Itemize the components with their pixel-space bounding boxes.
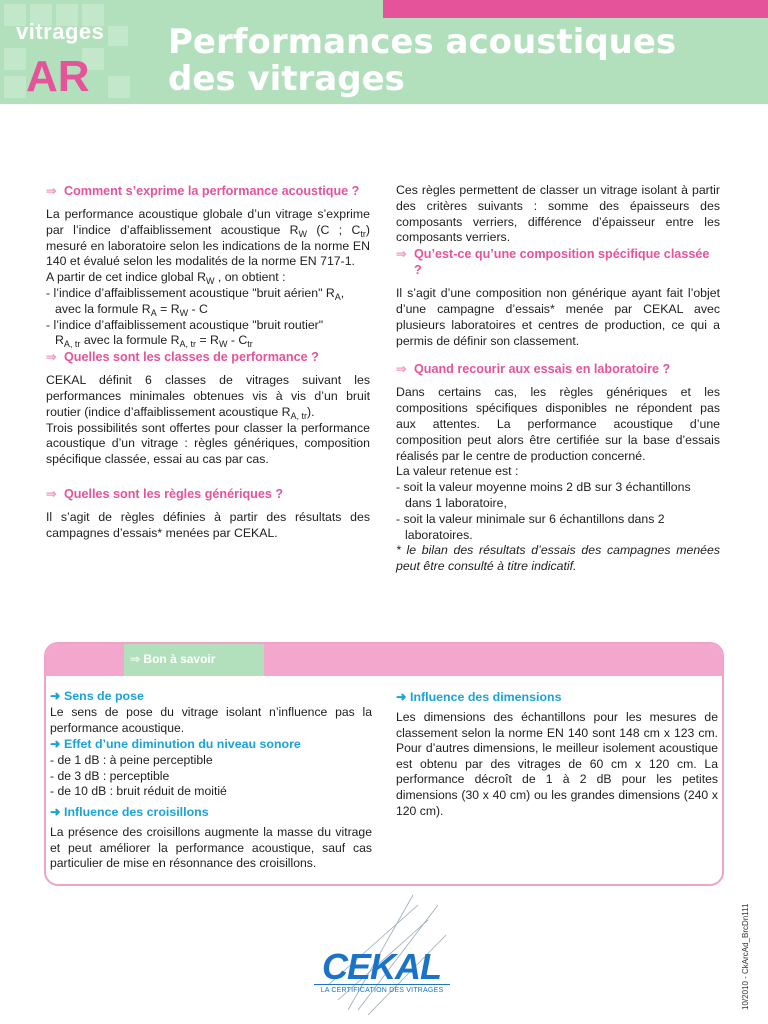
arrow-icon: ⇒ <box>396 362 407 377</box>
list-item: - soit la valeur minimale sur 6 échantillons dans 2 laboratoires. <box>396 511 665 542</box>
question-heading: ⇒ Quelles sont les classes de performance ? <box>46 350 319 365</box>
paragraph: La valeur retenue est : <box>396 464 519 479</box>
info-heading: ➜ Sens de pose <box>50 689 144 703</box>
info-box-title: Bon à savoir <box>143 652 216 666</box>
list-item: - de 10 dB : bruit réduit de moitié <box>50 784 227 799</box>
arrow-icon: ⇒ <box>396 247 407 262</box>
arrow-icon: ➜ <box>50 689 61 703</box>
arrow-icon: ➜ <box>50 737 61 752</box>
paragraph: Les dimensions des échantillons pour les mesures de classement selon la norme EN 140 sont 148 cm x 123 cm. Pour d’autres dimensions, le meilleur isolement acoustique est obtenu par des vitrages de 60 cm x 120 cm. La performance décroît de 1 à 2 dB pour les petites dimensions (30 x 40 cm) ou les grandes dimensions (240 x 120 cm). <box>396 710 718 818</box>
paragraph: Il s’agit de règles définies à partir des résultats des campagnes d’essais* menées par CEKAL. <box>46 509 370 540</box>
question-heading: ⇒ Comment s’exprime la performance acoustique ? <box>46 184 360 198</box>
list-item-continued: $R_{A, tr}$ avec la formule $R_{A, tr} = R_W - C_{tr}$ <box>55 333 253 350</box>
question-heading: ⇒ Qu’est-ce qu’une composition spécifique classée ? <box>396 247 710 278</box>
paragraph: Ces règles permettent de classer un vitrage isolant à partir des critères suivants : somme des épaisseurs des composants verriers, différence d’épaisseur entre les composants verriers. <box>396 183 720 245</box>
header-banner <box>0 0 768 104</box>
arrow-icon: ⇒ <box>46 184 57 198</box>
arrow-icon: ⇒ <box>46 350 57 365</box>
paragraph: Le sens de pose du vitrage isolant n’influence pas la performance acoustique. <box>50 705 372 735</box>
paragraph: Trois possibilités sont offertes pour classer la performance acoustique d’un vitrage : règles génériques, composition spécifique classée, essai au cas par cas. <box>46 420 370 467</box>
list-item-continued: avec la formule $R_A = R_W - C$ <box>55 301 208 318</box>
paragraph: A partir de cet indice global $R_W$ , on obtient : <box>46 270 286 287</box>
paragraph: Dans certains cas, les règles génériques et les compositions spécifiques disponibles ne répondent pas aux attentes. La performance acoustique d’une composition peut alors être certifiée sur la base d’essais réalisés par le centre de production concerné. <box>396 385 720 463</box>
arrow-icon: ⇒ <box>46 486 57 501</box>
title-line-2: des vitrages <box>168 59 405 99</box>
info-box <box>44 642 724 886</box>
left-column <box>46 183 370 542</box>
right-column <box>396 183 720 575</box>
document-reference: 10/2010 - CkArcAd_BrcDn111 <box>741 903 750 1010</box>
footnote: * le bilan des résultats d’essais des campagnes menées peut être consulté à titre indicatif. <box>396 543 720 574</box>
cekal-logo-subtitle: LA CERTIFICATION DES VITRAGES <box>314 984 450 994</box>
paragraph: La présence des croisillons augmente la masse du vitrage et peut améliorer la performance acoustique, sauf cas particulier de mise en résonnance des croisillons. <box>50 824 372 871</box>
paragraph: La performance acoustique globale d’un vitrage s’exprime par l’indice d’affaiblissement acoustique $R_W$ (C ; $C_{tr}$) mesuré en laboratoire selon les indications de la norme EN 140 et évalué selon les modalités de la norme EN 717-1. <box>46 207 370 269</box>
question-heading: ⇒ Quand recourir aux essais en laboratoire ? <box>396 362 671 377</box>
list-item: - l’indice d’affaiblissement acoustique "bruit aérien" $R_A$, <box>46 285 345 302</box>
page-title <box>168 24 676 98</box>
paragraph: CEKAL définit 6 classes de vitrages suivant les performances minimales obtenues vis à vis d’un bruit routier (indice d’affaiblissement acoustique $R_{A, tr}$). <box>46 373 370 421</box>
info-box-right-column <box>396 689 718 819</box>
arrow-icon: ⇒ <box>130 652 141 666</box>
info-heading: ➜ Influence des dimensions <box>396 690 562 704</box>
info-box-tag <box>124 644 264 676</box>
paragraph: Il s’agit d’une composition non générique ayant fait l’objet d’une campagne d’essais* menée par CEKAL avec plusieurs laboratoires et centres de production, ce qui a permis de définir son classement. <box>396 286 720 348</box>
list-item: - l’indice d’affaiblissement acoustique "bruit routier" <box>46 317 324 332</box>
list-item: - soit la valeur moyenne moins 2 dB sur 3 échantillons dans 1 laboratoire, <box>396 480 691 510</box>
arrow-icon: ➜ <box>50 804 61 819</box>
category-label: vitrages <box>16 19 105 44</box>
header-pink-bar <box>383 0 768 18</box>
cekal-logo: CEKAL <box>322 946 441 987</box>
info-heading: ➜ Effet d’une diminution du niveau sonore <box>50 737 301 752</box>
question-heading: ⇒ Quelles sont les règles génériques ? <box>46 486 284 501</box>
list-item: - de 3 dB : perceptible <box>50 768 170 783</box>
category-code: AR <box>26 52 90 101</box>
list-item: - de 1 dB : à peine perceptible <box>50 753 213 768</box>
info-box-left-column <box>50 688 372 872</box>
info-heading: ➜ Influence des croisillons <box>50 804 209 819</box>
arrow-icon: ➜ <box>396 690 407 704</box>
title-line-1: Performances acoustiques <box>168 22 677 62</box>
